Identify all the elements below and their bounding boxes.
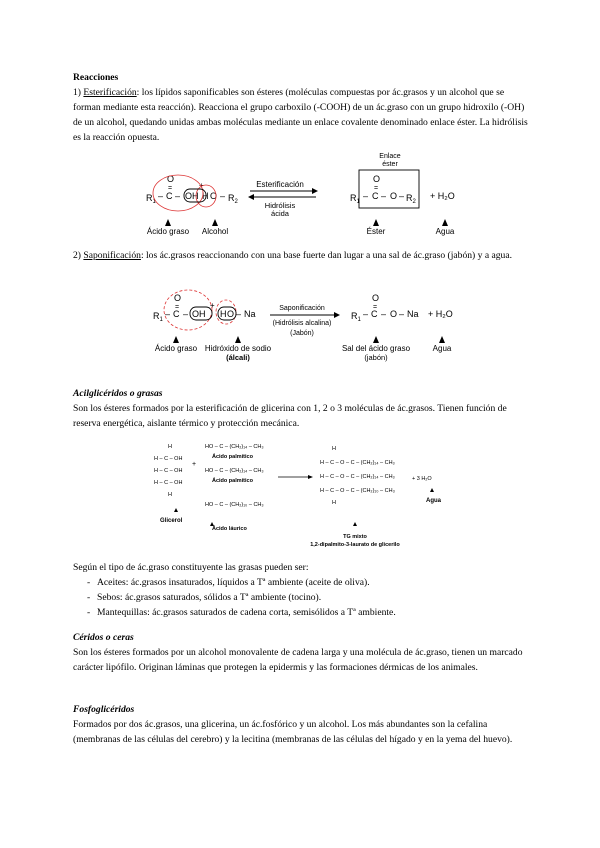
oxygen-atom: O xyxy=(373,174,381,184)
paragraph-esterificacion xyxy=(73,85,528,145)
bond: – xyxy=(399,191,405,201)
arrow-up-icon xyxy=(235,336,241,343)
paragraph-ceridos: Son los ésteres formados por un alcohol monovalente de cadena larga y una molécula de ác.graso, tienen un marcado carácter lipófilo. Originan láminas que protegen la epidermis y las formaciones dérmicas de los animales. xyxy=(73,647,523,673)
paragraph-text: : los lípidos saponificables son ésteres (moléculas compuestas por ác.grasos y un alcohol que se forman mediante esta reacción). Reacciona el grupo carboxilo (-COOH) de un ác.graso con un grupo hidroxilo (-OH) de un alcohol, quedando unidas ambas moléculas mediante un enlace covalente denominado enlace éster. La hidrólisis es la reacción opuesta. xyxy=(73,87,528,143)
list-item: - Mantequillas: ác.grasos saturados de cadena corta, semisólidos a Tª ambiente. xyxy=(73,605,528,620)
carbon-atom: C xyxy=(371,309,378,319)
tg-row: H – C – O – C – (CH₂)₁₀ – CH₃ xyxy=(320,488,395,494)
bond: – xyxy=(220,191,226,201)
r1-group: $R_1$ xyxy=(146,193,156,205)
double-bond: = xyxy=(168,185,173,192)
label-alcali: (álcali) xyxy=(226,353,250,362)
hydrogen-atom: H xyxy=(202,191,209,201)
label-hidrolisis-alcalina: (Hidrólisis alcalina) xyxy=(272,320,332,327)
acid-row: HO – C – (CH₂)₁₀ – CH₃ xyxy=(205,502,264,508)
heading-acilgliceridos: Acilglicéridos o grasas xyxy=(73,388,163,399)
oxygen-atom: O xyxy=(227,309,235,319)
hydrogen-atom: H xyxy=(332,446,336,452)
list-item: - Sebos: ác.grasos saturados, sólidos a Tª ambiente (tocino). xyxy=(73,590,528,605)
heading-ceridos: Céridos o ceras xyxy=(73,632,134,643)
item-number: 1) xyxy=(73,87,84,98)
label-saponificacion: Saponificación xyxy=(279,305,325,312)
sodium-atom: Na xyxy=(244,309,256,319)
carbon-atom: C xyxy=(372,191,379,201)
plus-sign: + xyxy=(192,461,197,468)
label-tg-name: 1,2-dipalmito-3-laurato de glicerilo xyxy=(310,542,400,548)
forward-arrowhead xyxy=(334,312,340,318)
r1-group: $R_1$ xyxy=(350,193,360,205)
triglyceride-diagram xyxy=(150,440,450,550)
bond: – xyxy=(399,309,405,319)
arrow-up-icon xyxy=(173,336,179,343)
label-sal: Sal del ácido graso xyxy=(341,344,411,353)
label-acido-palmitico: Ácido palmítico xyxy=(212,478,253,484)
heading-reacciones: Reacciones xyxy=(73,72,119,83)
arrow-up-icon xyxy=(353,522,357,526)
arrow-up-icon xyxy=(373,219,379,226)
double-bond: = xyxy=(374,185,379,192)
arrow-up-icon xyxy=(430,488,434,492)
bond: – xyxy=(175,191,181,201)
bond: – xyxy=(183,309,189,319)
label-esterificacion: Esterificación xyxy=(256,180,304,189)
back-arrowhead xyxy=(248,194,254,200)
water-product: + 3 H₂O xyxy=(412,476,432,482)
bond: – xyxy=(158,191,164,201)
label-jabon-salt: (jabón) xyxy=(364,353,388,362)
paragraph-tipos-grasas: Según el tipo de ác.graso constituyente las grasas pueden ser: xyxy=(73,562,309,573)
paragraph-acilgliceridos: Son los ésteres formados por la esterificación de glicerina con 1, 2 o 3 moléculas de ác.grasos. Tienen función de reserva energética, aislante térmico y protección mecánica. xyxy=(73,403,507,429)
acid-row: HO – C – (CH₂)₁₄ – CH₃ xyxy=(205,444,264,450)
tg-row: H – C – O – C – (CH₂)₁₄ – CH₃ xyxy=(320,474,395,480)
label-acido-graso: Ácido graso xyxy=(146,227,190,236)
bond: – xyxy=(236,309,242,319)
arrow-up-icon xyxy=(174,508,178,512)
label-enlace: Enlace xyxy=(379,153,401,160)
glycerol-row: H – C – OH xyxy=(154,468,183,474)
term-saponificacion: Saponificación xyxy=(83,250,141,261)
oxygen-atom: O xyxy=(372,293,380,303)
label-acido-laurico: Ácido láurico xyxy=(212,526,247,532)
bond: – xyxy=(363,309,369,319)
label-agua: Agua xyxy=(426,498,441,504)
label-agua: Agua xyxy=(432,344,452,353)
label-ester: Éster xyxy=(366,227,386,236)
water-product: + H₂O xyxy=(428,309,453,319)
label-hidrolisis: Hidrólisis xyxy=(264,201,296,210)
arrow-up-icon xyxy=(373,336,379,343)
hydrogen-atom: H xyxy=(168,492,172,498)
oxygen-atom: O xyxy=(174,293,182,303)
paragraph-fosfogliceridos: Formados por dos ác.grasos, una glicerina, un ác.fosfórico y un alcohol. Los más abundantes son la cefalina (membranas de las células del cerebro) y la lecitina (membranas de las células del hígado y en la yema del huevo). xyxy=(73,719,513,745)
term-esterificacion: Esterificación xyxy=(83,87,137,98)
oxygen-atom: O xyxy=(167,174,175,184)
label-tg-mixto: TG mixto xyxy=(343,534,367,540)
label-acido-palmitico: Ácido palmítico xyxy=(212,454,253,460)
arrow-up-icon xyxy=(442,219,448,226)
r1-group: $R_1$ xyxy=(351,311,361,323)
acid-row: HO – C – (CH₂)₁₄ – CH₃ xyxy=(205,468,264,474)
label-acida: ácida xyxy=(271,209,289,218)
fat-types-list xyxy=(73,575,528,620)
item-number: 2) xyxy=(73,250,84,261)
esterification-diagram xyxy=(140,150,480,240)
plus-sign: + xyxy=(210,301,215,310)
oxygen-atom: O xyxy=(390,309,398,319)
water-product: + H₂O xyxy=(430,191,455,201)
hydroxyl-acid: OH xyxy=(185,191,199,201)
bond: – xyxy=(363,191,369,201)
heading-fosfogliceridos: Fosfoglicéridos xyxy=(73,704,135,715)
bond: – xyxy=(381,309,387,319)
plus-sign: + xyxy=(199,181,204,190)
label-agua: Agua xyxy=(435,227,455,236)
arrow-up-icon xyxy=(165,219,171,226)
sodium-atom: Na xyxy=(407,309,419,319)
bond: – xyxy=(381,191,387,201)
oxygen-atom: O xyxy=(210,191,218,201)
r2-group: $R_2$ xyxy=(228,193,238,205)
label-alcohol: Alcohol xyxy=(201,227,229,236)
arrow-up-icon xyxy=(212,219,218,226)
carbon-atom: C xyxy=(173,309,180,319)
arrow-up-icon xyxy=(439,336,445,343)
label-hidroxido: Hidróxido de sodio xyxy=(204,344,272,353)
oxygen-atom: O xyxy=(390,191,398,201)
double-bond: = xyxy=(175,304,180,311)
hydrogen-atom: H xyxy=(220,309,227,319)
hydrogen-atom: H xyxy=(332,500,336,506)
bond: – xyxy=(165,309,171,319)
glycerol-row: H – C – OH xyxy=(154,456,183,462)
paragraph-saponificacion xyxy=(73,248,528,263)
carbon-atom: C xyxy=(166,191,173,201)
r2-group: $R_2$ xyxy=(406,193,416,205)
label-jabon: (Jabón) xyxy=(290,330,314,337)
glycerol-row: H – C – OH xyxy=(154,480,183,486)
r1-group: $R_1$ xyxy=(153,311,163,323)
label-ester-bond: éster xyxy=(382,161,398,168)
hydroxyl-acid: OH xyxy=(192,309,206,319)
label-acido-graso: Ácido graso xyxy=(154,344,198,353)
paragraph-text: : los ác.grasos reaccionando con una base fuerte dan lugar a una sal de ác.graso (jabón) y a agua. xyxy=(140,250,513,261)
double-bond: = xyxy=(373,304,378,311)
arrow-up-icon xyxy=(210,522,214,526)
saponification-diagram xyxy=(148,288,468,366)
reaction-arrowhead xyxy=(308,475,313,479)
tg-row: H – C – O – C – (CH₂)₁₄ – CH₃ xyxy=(320,460,395,466)
list-item: - Aceites: ác.grasos insaturados, líquidos a Tª ambiente (aceite de oliva). xyxy=(73,575,528,590)
hydrogen-atom: H xyxy=(168,444,172,450)
label-glicerol: Glicerol xyxy=(160,518,183,524)
forward-arrowhead xyxy=(312,188,318,194)
